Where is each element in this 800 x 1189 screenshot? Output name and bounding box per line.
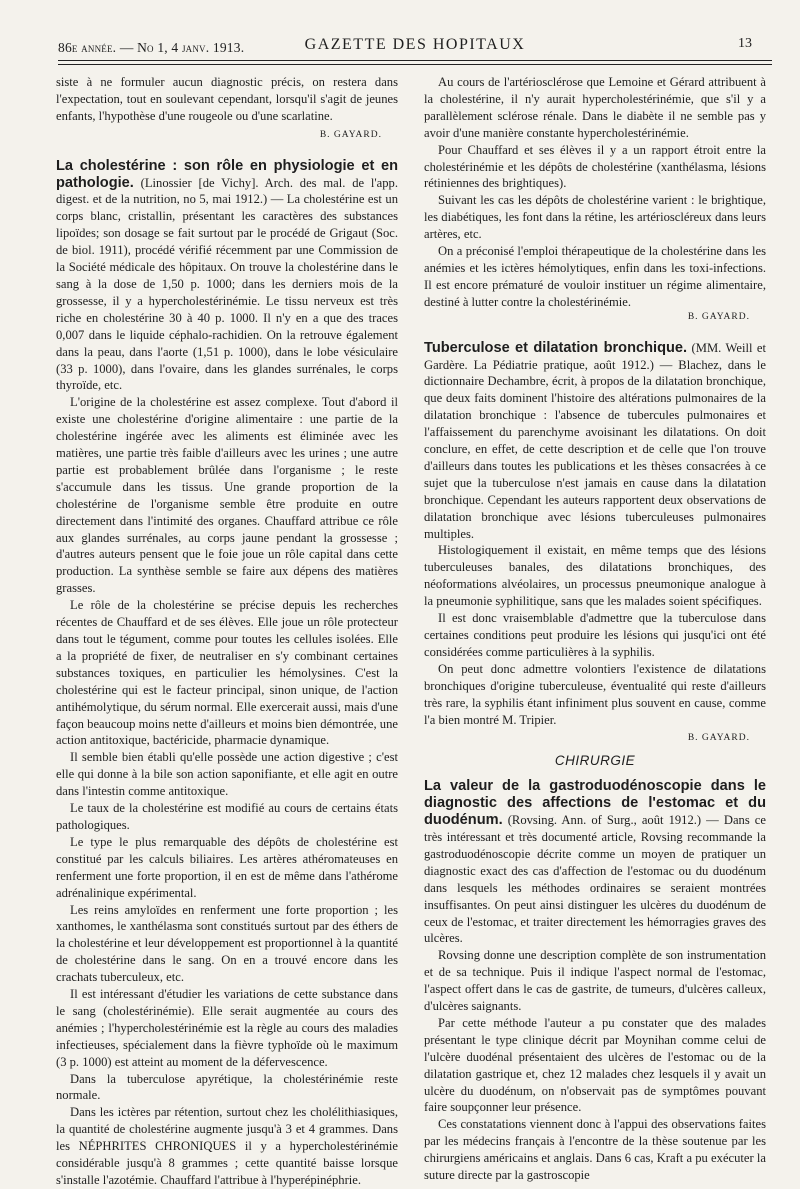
- article-cholesterine: [56, 158, 398, 395]
- paragraph: Ces constatations viennent donc à l'appui des observations faites par les médecins français à l'encontre de la thèse soutenue par les chirurgiens américains et anglais. Dans 6 cas, Kraft a pu exécuter la suture directe par la gastroscopie: [424, 1117, 766, 1183]
- paragraph: Histologiquement il existait, en même temps que des lésions tuberculeuses banales, des dilatations bronchiques, des néoformations alvéolaires, un processus pneumonique analogue à la pneumonie syphilitique, sans que les malades soient spécifiques.: [424, 543, 766, 609]
- paragraph: L'origine de la cholestérine est assez complexe. Tout d'abord il existe une cholestérine d'origine alimentaire : une partie de la cholestérine ingérée avec les aliments est éliminée avec les matières, une partie très faible d'ailleurs avec les urines ; une autre partie est probablement brûlée dans l'organisme ; le reste s'accumule dans les tissus. Une grande proportion de la cholestérine de l'organisme semble être produite en outre directement dans l'intimité des organes. Chauffard attribue ce rôle aux glandes surrénales, au corps jaune pendant la grossesse ; d'autres auteurs pensent que le foie joue un rôle capital dans cette production. La synthèse semble se faire aux dépens des matières grasses.: [56, 395, 398, 596]
- paragraph: Pour Chauffard et ses élèves il y a un rapport étroit entre la cholestérinémie et les dépôts de cholestérine (xanthélasma, lésions rétiniennes des brightiques).: [424, 142, 766, 191]
- paragraph: On a préconisé l'emploi thérapeutique de la cholestérine dans les anémies et les ictères hémolytiques, enfin dans les toxi-infections. Il est encore prématuré de vouloir instituer un régime alimentaire, destiné à lutter contre la cholestérinémie.: [424, 244, 766, 309]
- left-column: [56, 74, 398, 1189]
- author-signature: B. GAYARD.: [319, 129, 382, 140]
- page-header: [58, 30, 772, 60]
- paragraph: siste à ne formuler aucun diagnostic précis, on restera dans l'expectation, tout en soulevant cependant, lorsqu'il s'agit de jeunes enfants, l'hypothèse d'une rougeole ou d'une scarlatine.: [56, 75, 398, 123]
- paragraph: (MM. Weill et Gardère. La Pédiatrie pratique, août 1912.) — Blachez, dans le dictionnaire Dechambre, écrit, à propos de la dilatation bronchique, que deux faits dominent l'histoire des altérations pulmonaires de la dilatation bronchique : l'absence de tubercules pulmonaires et l'affaissement du parenchyme avoisinant les dilatations. On doit conclure, en effet, de cette description et de celle que l'on trouve d'ailleurs dans toutes les publications et les thèses consacrées à ce sujet que la tuberculose n'est jamais en cause dans la dilatation bronchique. Cependant les auteurs rapportent deux observations de dilatation bronchique avec lésions tuberculeuses pulmonaires multiples.: [424, 340, 766, 541]
- issue-info: 86e année. — No 1, 4 janv. 1913.: [58, 40, 245, 55]
- paragraph: On peut donc admettre volontiers l'existence de dilatations bronchiques d'origine tuberculeuse, éventualité qui reste d'ailleurs très rare, la syphilis étant infiniment plus souvent en cause, comme l'a bien montré M. Tripier.: [424, 661, 766, 727]
- paragraph: Le rôle de la cholestérine se précise depuis les recherches récentes de Chauffard et de ses élèves. Elle joue un rôle protecteur dans tout le tégument, comme pour toutes les cellules isolées. Elle a la propriété de fixer, de neutraliser en s'y combinant certaines substances toxiques, en particulier les hémolysines. C'est la cholestérine qui est le facteur principal, sinon unique, de l'action antihémolytique, du sérum normal. Elle exercerait aussi, mais d'une façon beaucoup moins nette d'ailleurs et moins bien démontrée, une action antitoxique, bactéricide, pharmacie dynamique.: [56, 598, 398, 748]
- paragraph: Le taux de la cholestérine est modifié au cours de certains états pathologiques.: [56, 801, 398, 832]
- paragraph: Les reins amyloïdes en renferment une forte proportion ; les xanthomes, le xanthélasma sont constitués surtout par des éthers de la cholestérine et leur développement est proportionnel à la quantité de cholestérine dans le sang. On en a trouvé encore dans les crachats tuberculeux, etc.: [56, 902, 398, 985]
- paragraph: Le type le plus remarquable des dépôts de cholestérine est constitué par les calculs biliaires. Les artères athéromateuses en renferment une forte proportion, il en est de même dans l'athérome adrénalinique expérimental.: [56, 834, 398, 900]
- page-number: 13: [738, 36, 752, 51]
- article-title: La valeur de la gastroduodénoscopie dans le diagnostic des affections de l'estomac et du duodénum.: [424, 778, 766, 829]
- article-title: La cholestérine : son rôle en physiologie et en pathologie.: [56, 157, 398, 191]
- paragraph: Il est intéressant d'étudier les variations de cette substance dans le sang (cholestérinémie). Elle serait augmentée au cours des anémies ; l'hypercholestérinémie est la règle au cours des maladies infectieuses, spécialement dans la fièvre typhoïde où le maximum (3 p. 1000) est atteint au moment de la défervescence.: [56, 987, 398, 1069]
- journal-title: GAZETTE DES HOPITAUX: [304, 36, 526, 53]
- paragraph: Il est donc vraisemblable d'admettre que la tuberculose dans certaines conditions peut produire les lésions qui jusqu'ici ont été considérées comme particulières à la syphilis.: [424, 611, 766, 659]
- author-signature: B. GAYARD.: [687, 733, 750, 744]
- paragraph: Il semble bien établi qu'elle possède une action digestive ; c'est elle qui donne à la bile son action saponifiante, et elle agit en outre dans l'intestin comme antitoxique.: [56, 750, 398, 799]
- paragraph: Rovsing donne une description complète de son instrumentation et de sa technique. Puis il indique l'aspect normal de l'estomac, l'aspect offert dans le cas de gastrite, de tumeurs, d'ulcères calleux, d'ulcères saignants.: [424, 948, 766, 1014]
- author-signature: B. GAYARD.: [687, 311, 750, 322]
- article-tuberculose: [424, 340, 766, 543]
- paragraph: Au cours de l'artériosclérose que Lemoine et Gérard attribuent à la cholestérine, il n'y aurait hypercholestérinémie, que s'il y a parallèlement sclérose rénale. Dans le diabète il ne semble pas y avoir d'une manière constante hypercholestérinémie.: [424, 75, 766, 140]
- paragraph: Dans la tuberculose apyrétique, la cholestérinémie reste normale.: [56, 1071, 398, 1103]
- article-title: Tuberculose et dilatation bronchique.: [424, 339, 688, 356]
- right-column: [424, 74, 766, 1184]
- paragraph: Par cette méthode l'auteur a pu constater que des malades présentant le type clinique décrit par Moynihan comme celui de l'ulcère duodénal présentaient des ulcères de l'estomac ou de la dilatation gastrique et, chez 12 malades chez lesquels il y avait un ulcère du duodénum, on n'observait pas de symptômes pouvant faire soupçonner leur présence.: [424, 1015, 766, 1115]
- header-rule-double: [58, 64, 772, 65]
- paragraph: Suivant les cas les dépôts de cholestérine varient : le brightique, les diabétiques, les font dans la rétine, les artérioscléreux dans leurs artères, etc.: [424, 193, 766, 242]
- paragraph: (Linossier [de Vichy]. Arch. des mal. de l'app. digest. et de la nutrition, no 5, mai 1912.) — La cholestérine est un corps blanc, cristallin, présentant les caractères des substances lipoïdes; son dosage se fait surtout par le procédé de Grigaut (Soc. de biol. 1911), procédé vérifié récemment par une Commission de la Société médicale des hôpitaux. On trouve la cholestérine dans le sang à la dose de 1,50 p. 1000; dans les derniers mois de la grossesse, il y a hypercholestérinémie. Le tissu nerveux est très riche en cholestérine 30 à 40 p. 1000. Il n'y en a que des traces 0,007 dans le liquide céphalo-rachidien. On la retrouve également dans la peau, dans l'aorte (1,51 p. 1000), dans le lobe vésiculaire (33 p. 1000), dans l'ovaire, dans les glandes surrénales, le corps thyroïde, etc.: [56, 175, 398, 393]
- paragraph: Dans les ictères par rétention, surtout chez les cholélithiasiques, la quantité de cholestérine augmente jusqu'à 3 et 4 grammes. Dans les NÉPHRITES CHRONIQUES il y a hypercholestérinémie considérable jusqu'à 8 grammes ; cette quantité baisse lorsque s'installe l'azotémie. Chauffard l'attribue à l'hyperépinéphrie.: [56, 1105, 398, 1187]
- paragraph: (Rovsing. Ann. of Surg., août 1912.) — Dans ce très intéressant et très documenté article, Rovsing recommande la gastroduodénoscopie décrite comme un moyen de pratiquer un diagnostic exact des cas d'affection de l'estomac ou du duodénum dans lesquels les méthodes ordinaires se seraient montrées insuffisantes. On peut ainsi distinguer les ulcères du duodénum de ceux de l'estomac, et traiter directement les hémorragies graves des ulcères.: [424, 813, 766, 946]
- article-gastroduodenoscopie: [424, 778, 766, 947]
- header-rule: [58, 60, 772, 61]
- section-heading: CHIRURGIE: [554, 753, 636, 769]
